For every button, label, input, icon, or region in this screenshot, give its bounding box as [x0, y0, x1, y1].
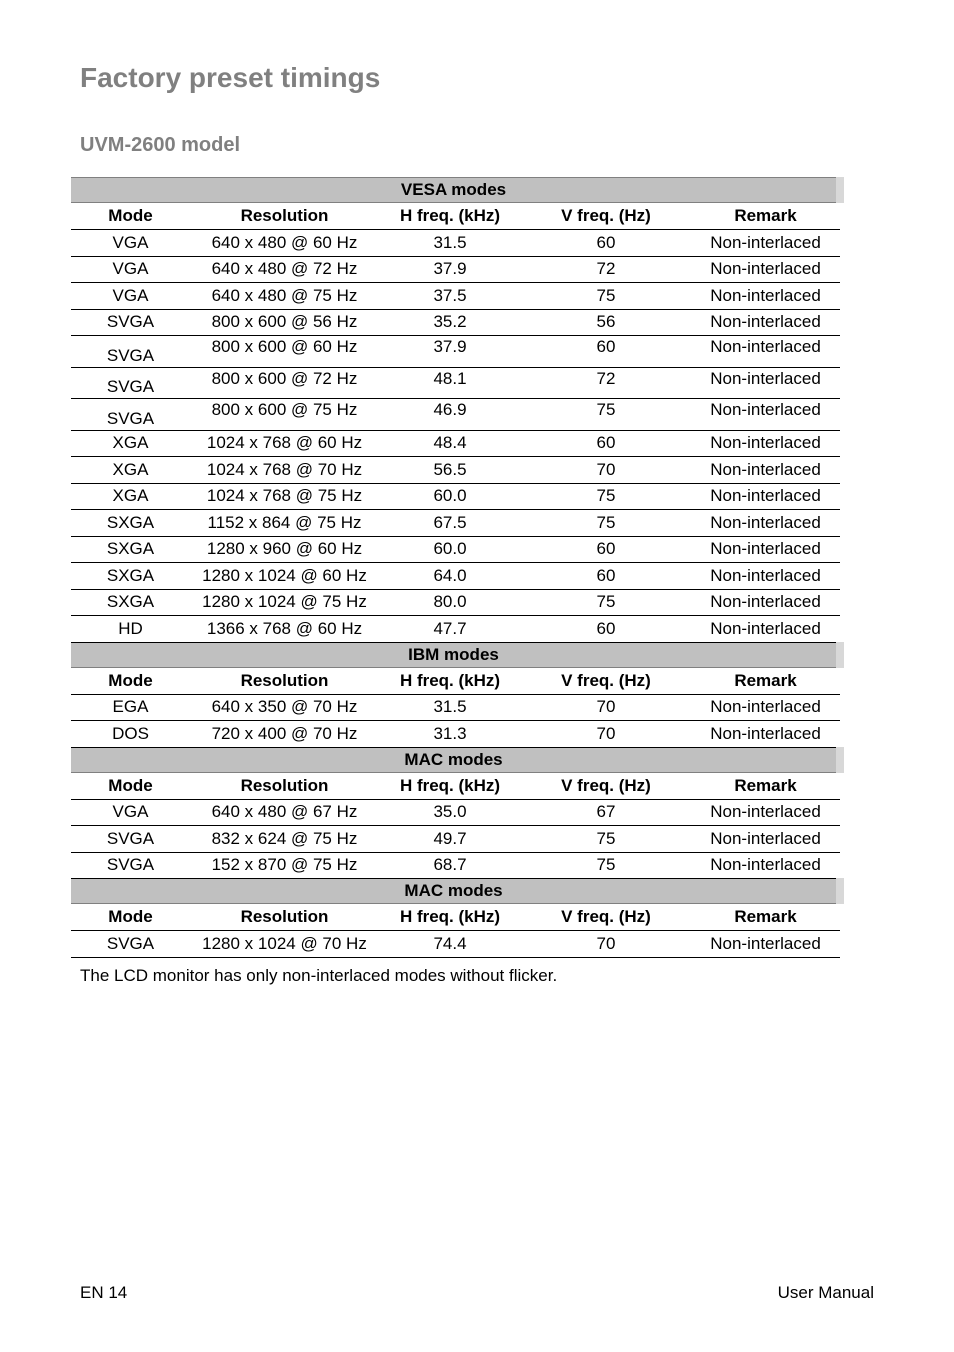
h-freq-cell: 48.4: [379, 430, 521, 457]
header-remark: Remark: [691, 203, 840, 230]
v-freq-cell: 75: [521, 283, 691, 310]
resolution-cell: 640 x 480 @ 75 Hz: [190, 283, 379, 310]
remark-cell: Non-interlaced: [691, 721, 840, 748]
resolution-cell: 1280 x 1024 @ 75 Hz: [190, 589, 379, 616]
mode-cell: XGA: [71, 457, 190, 484]
h-freq-cell: 48.1: [379, 367, 521, 399]
mode-cell: SXGA: [71, 589, 190, 616]
h-freq-cell: 68.7: [379, 852, 521, 879]
h-freq-cell: 37.9: [379, 336, 521, 368]
mode-cell: SXGA: [71, 536, 190, 563]
resolution-cell: 640 x 480 @ 72 Hz: [190, 256, 379, 283]
h-freq-cell: 46.9: [379, 399, 521, 431]
remark-cell: Non-interlaced: [691, 616, 840, 643]
resolution-cell: 832 x 624 @ 75 Hz: [190, 826, 379, 853]
table-row: [71, 931, 840, 958]
mode-cell: SVGA: [71, 826, 190, 853]
table-row: [71, 536, 840, 563]
resolution-cell: 1024 x 768 @ 70 Hz: [190, 457, 379, 484]
timing-table-body: [71, 178, 840, 958]
resolution-cell: 1152 x 864 @ 75 Hz: [190, 510, 379, 537]
section-title: VESA modes: [71, 178, 840, 203]
header-h-freq: H freq. (kHz): [379, 772, 521, 799]
v-freq-cell: 70: [521, 721, 691, 748]
v-freq-cell: 70: [521, 694, 691, 721]
remark-cell: Non-interlaced: [691, 457, 840, 484]
header-h-freq: H freq. (kHz): [379, 203, 521, 230]
v-freq-cell: 75: [521, 852, 691, 879]
column-header-row: [71, 772, 840, 799]
v-freq-cell: 60: [521, 563, 691, 590]
remark-cell: Non-interlaced: [691, 799, 840, 826]
header-mode: Mode: [71, 203, 190, 230]
v-freq-cell: 60: [521, 336, 691, 368]
table-row: [71, 283, 840, 310]
h-freq-cell: 47.7: [379, 616, 521, 643]
timing-table: [71, 177, 844, 958]
mode-cell: XGA: [71, 483, 190, 510]
resolution-cell: 800 x 600 @ 75 Hz: [190, 399, 379, 431]
h-freq-cell: 60.0: [379, 536, 521, 563]
mode-cell: SXGA: [71, 563, 190, 590]
mode-cell: SVGA: [71, 931, 190, 958]
remark-cell: Non-interlaced: [691, 931, 840, 958]
v-freq-cell: 70: [521, 931, 691, 958]
v-freq-cell: 75: [521, 399, 691, 431]
h-freq-cell: 56.5: [379, 457, 521, 484]
header-v-freq: V freq. (Hz): [521, 772, 691, 799]
resolution-cell: 1024 x 768 @ 60 Hz: [190, 430, 379, 457]
header-h-freq: H freq. (kHz): [379, 667, 521, 694]
h-freq-cell: 31.3: [379, 721, 521, 748]
section-title: MAC modes: [71, 747, 840, 772]
column-header-row: [71, 667, 840, 694]
footnote: The LCD monitor has only non-interlaced modes without flicker.: [80, 966, 558, 985]
column-header-row: [71, 904, 840, 931]
resolution-cell: 800 x 600 @ 56 Hz: [190, 309, 379, 336]
v-freq-cell: 72: [521, 256, 691, 283]
resolution-cell: 1280 x 1024 @ 60 Hz: [190, 563, 379, 590]
h-freq-cell: 37.5: [379, 283, 521, 310]
mode-cell: EGA: [71, 694, 190, 721]
v-freq-cell: 67: [521, 799, 691, 826]
v-freq-cell: 72: [521, 367, 691, 399]
header-mode: Mode: [71, 904, 190, 931]
remark-cell: Non-interlaced: [691, 399, 840, 431]
section-header-row: [71, 879, 840, 904]
table-row: [71, 309, 840, 336]
remark-cell: Non-interlaced: [691, 256, 840, 283]
h-freq-cell: 80.0: [379, 589, 521, 616]
h-freq-cell: 64.0: [379, 563, 521, 590]
resolution-cell: 720 x 400 @ 70 Hz: [190, 721, 379, 748]
header-v-freq: V freq. (Hz): [521, 667, 691, 694]
header-remark: Remark: [691, 904, 840, 931]
mode-cell: VGA: [71, 799, 190, 826]
h-freq-cell: 35.2: [379, 309, 521, 336]
resolution-cell: 640 x 480 @ 60 Hz: [190, 230, 379, 257]
header-v-freq: V freq. (Hz): [521, 203, 691, 230]
mode-cell: XGA: [71, 430, 190, 457]
page-title: Factory preset timings: [80, 62, 381, 93]
mode-cell: SVGA: [71, 367, 190, 399]
remark-cell: Non-interlaced: [691, 694, 840, 721]
table-row: [71, 430, 840, 457]
resolution-cell: 800 x 600 @ 60 Hz: [190, 336, 379, 368]
v-freq-cell: 75: [521, 589, 691, 616]
mode-cell: SVGA: [71, 399, 190, 431]
header-resolution: Resolution: [190, 203, 379, 230]
resolution-cell: 1024 x 768 @ 75 Hz: [190, 483, 379, 510]
header-resolution: Resolution: [190, 772, 379, 799]
header-remark: Remark: [691, 772, 840, 799]
v-freq-cell: 60: [521, 536, 691, 563]
section-header-row: [71, 642, 840, 667]
page-number: EN 14: [80, 1283, 128, 1302]
table-row: [71, 694, 840, 721]
resolution-cell: 152 x 870 @ 75 Hz: [190, 852, 379, 879]
table-row: [71, 336, 840, 368]
table-row: [71, 616, 840, 643]
header-v-freq: V freq. (Hz): [521, 904, 691, 931]
remark-cell: Non-interlaced: [691, 826, 840, 853]
remark-cell: Non-interlaced: [691, 336, 840, 368]
remark-cell: Non-interlaced: [691, 589, 840, 616]
header-h-freq: H freq. (kHz): [379, 904, 521, 931]
v-freq-cell: 70: [521, 457, 691, 484]
h-freq-cell: 37.9: [379, 256, 521, 283]
remark-cell: Non-interlaced: [691, 510, 840, 537]
table-row: [71, 826, 840, 853]
mode-cell: DOS: [71, 721, 190, 748]
header-resolution: Resolution: [190, 904, 379, 931]
table-row: [71, 563, 840, 590]
table-row: [71, 510, 840, 537]
table-row: [71, 399, 840, 431]
header-remark: Remark: [691, 667, 840, 694]
remark-cell: Non-interlaced: [691, 483, 840, 510]
h-freq-cell: 31.5: [379, 230, 521, 257]
mode-cell: SVGA: [71, 852, 190, 879]
remark-cell: Non-interlaced: [691, 230, 840, 257]
table-row: [71, 367, 840, 399]
h-freq-cell: 60.0: [379, 483, 521, 510]
table-row: [71, 589, 840, 616]
remark-cell: Non-interlaced: [691, 309, 840, 336]
remark-cell: Non-interlaced: [691, 430, 840, 457]
section-header-row: [71, 747, 840, 772]
column-header-row: [71, 203, 840, 230]
remark-cell: Non-interlaced: [691, 563, 840, 590]
section-title: IBM modes: [71, 642, 840, 667]
h-freq-cell: 31.5: [379, 694, 521, 721]
remark-cell: Non-interlaced: [691, 536, 840, 563]
mode-cell: HD: [71, 616, 190, 643]
h-freq-cell: 67.5: [379, 510, 521, 537]
remark-cell: Non-interlaced: [691, 852, 840, 879]
resolution-cell: 1280 x 960 @ 60 Hz: [190, 536, 379, 563]
table-row: [71, 483, 840, 510]
section-header-row: [71, 178, 840, 203]
header-mode: Mode: [71, 772, 190, 799]
manual-label: User Manual: [777, 1283, 874, 1302]
table-row: [71, 256, 840, 283]
header-mode: Mode: [71, 667, 190, 694]
header-resolution: Resolution: [190, 667, 379, 694]
v-freq-cell: 56: [521, 309, 691, 336]
model-title: UVM-2600 model: [80, 134, 241, 156]
v-freq-cell: 75: [521, 510, 691, 537]
remark-cell: Non-interlaced: [691, 283, 840, 310]
h-freq-cell: 74.4: [379, 931, 521, 958]
mode-cell: SVGA: [71, 336, 190, 368]
mode-cell: VGA: [71, 256, 190, 283]
table-row: [71, 799, 840, 826]
resolution-cell: 1366 x 768 @ 60 Hz: [190, 616, 379, 643]
mode-cell: VGA: [71, 230, 190, 257]
resolution-cell: 640 x 350 @ 70 Hz: [190, 694, 379, 721]
table-row: [71, 230, 840, 257]
v-freq-cell: 75: [521, 483, 691, 510]
table-row: [71, 721, 840, 748]
v-freq-cell: 75: [521, 826, 691, 853]
section-title: MAC modes: [71, 879, 840, 904]
v-freq-cell: 60: [521, 230, 691, 257]
mode-cell: SVGA: [71, 309, 190, 336]
remark-cell: Non-interlaced: [691, 367, 840, 399]
v-freq-cell: 60: [521, 616, 691, 643]
resolution-cell: 1280 x 1024 @ 70 Hz: [190, 931, 379, 958]
v-freq-cell: 60: [521, 430, 691, 457]
mode-cell: SXGA: [71, 510, 190, 537]
mode-cell: VGA: [71, 283, 190, 310]
resolution-cell: 640 x 480 @ 67 Hz: [190, 799, 379, 826]
resolution-cell: 800 x 600 @ 72 Hz: [190, 367, 379, 399]
table-row: [71, 457, 840, 484]
table-row: [71, 852, 840, 879]
h-freq-cell: 35.0: [379, 799, 521, 826]
h-freq-cell: 49.7: [379, 826, 521, 853]
